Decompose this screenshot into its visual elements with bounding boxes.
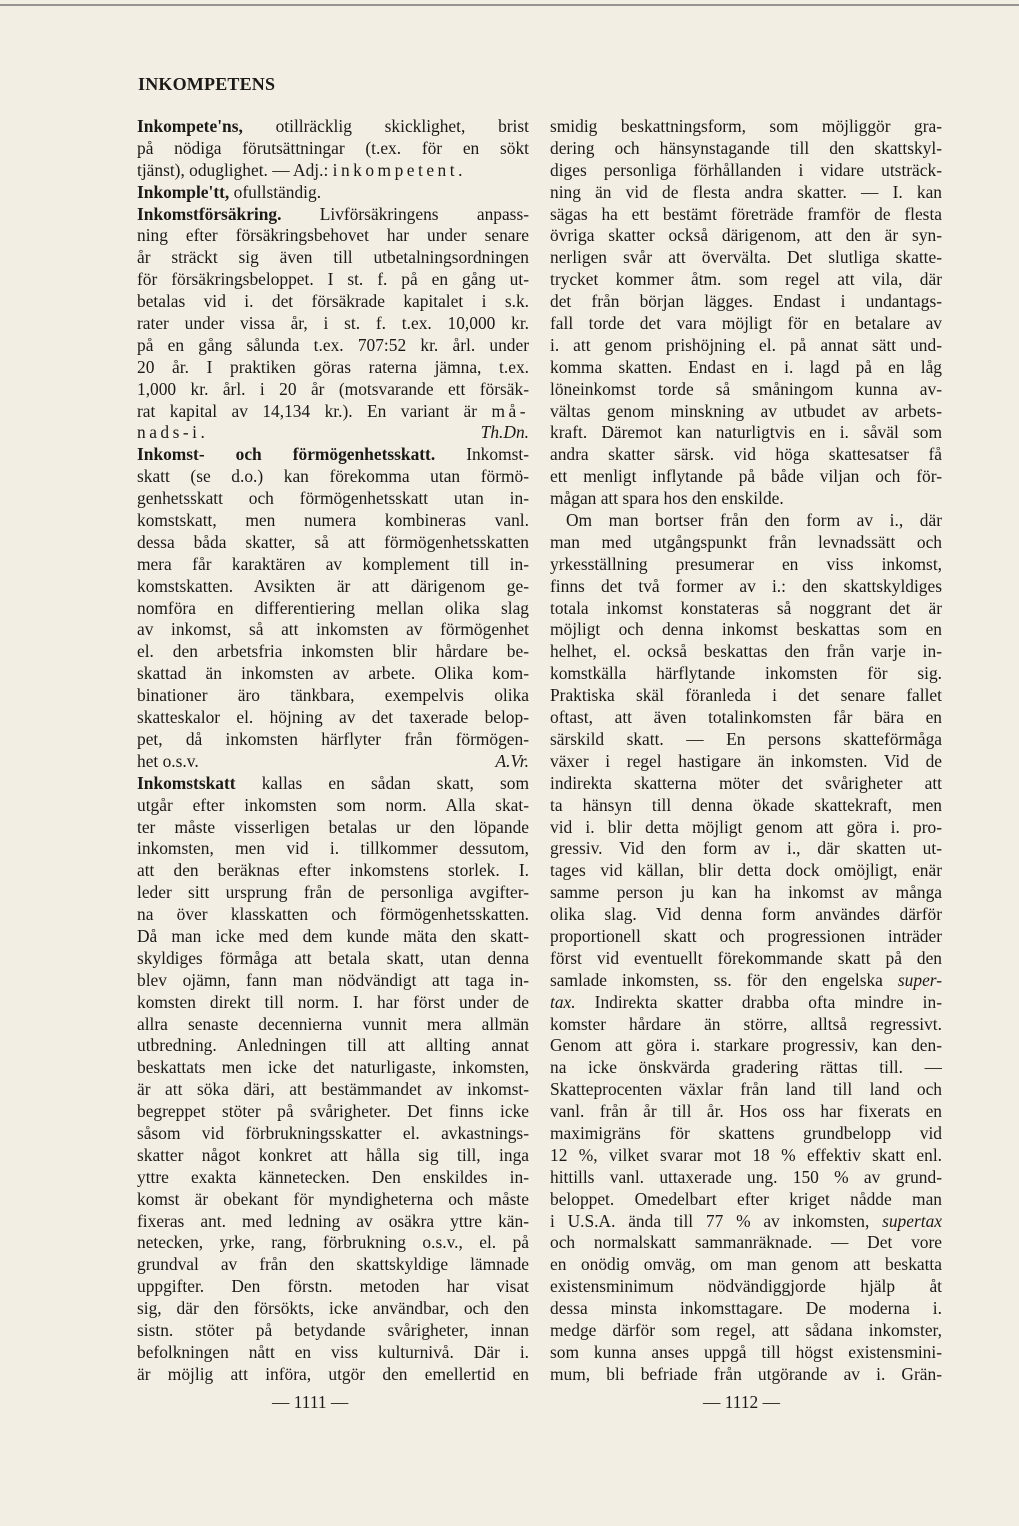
entry-headword: Inkomstförsäkring. [137, 203, 282, 224]
text-line [137, 795, 529, 817]
text-run: smidig beskattningsform, som möjliggör gra- [550, 116, 942, 136]
text-line [137, 1232, 529, 1254]
text-line [137, 269, 529, 291]
text-line [550, 225, 942, 247]
text-line [550, 1254, 942, 1276]
text-line [550, 204, 942, 226]
text-line [550, 532, 942, 554]
page-number-left: — 1111 — [272, 1392, 349, 1412]
text-line [550, 970, 942, 992]
text-line [550, 510, 942, 532]
page-number-right: — 1112 — [703, 1392, 780, 1412]
text-line [137, 751, 529, 773]
text-line [137, 422, 529, 444]
text-run: beloppet. Omedelbart efter kriget nådde man [550, 1188, 942, 1209]
text-run: blev ojämn, fann man nödvändigt att taga in- [137, 969, 529, 990]
text-run: vid i. blir detta möjligt genom att göra i. pro- [550, 816, 942, 837]
text-run: skattad än inkomsten av arbete. Olika kom- [137, 663, 529, 684]
text-line [550, 1079, 942, 1101]
text-line [137, 488, 529, 510]
text-run: medge därför som regel, att sådana inkomster, [550, 1319, 942, 1340]
text-run: för försäkringsbeloppet. I st. f. på en gång ut- [137, 269, 529, 290]
text-line [137, 401, 529, 423]
text-run: Praktiska skäl föranleda i det senare fallet [550, 685, 942, 706]
text-run: sistn. stöter på betydande svårigheter, innan [137, 1319, 529, 1340]
text-line [550, 1123, 942, 1145]
text-line [137, 1014, 529, 1036]
text-line [137, 992, 529, 1014]
text-line [550, 1320, 942, 1342]
text-line [137, 1123, 529, 1145]
text-run: grundval av från den skattskyldige lämnade [137, 1254, 529, 1275]
text-run: het o.s.v. [137, 750, 199, 771]
text-run: och normalskatt sammanräknade. — Det vore [550, 1232, 942, 1253]
text-line [550, 707, 942, 729]
text-run: trycket kommer åtm. som regel att vila, där [550, 269, 942, 290]
text-run: nads-i. [137, 422, 209, 443]
text-line [137, 817, 529, 839]
text-run: Livförsäkringens anpass- [281, 203, 529, 224]
running-header: INKOMPETENS [138, 74, 276, 94]
text-line [550, 1014, 942, 1036]
text-line [550, 313, 942, 335]
text-run: komstskatt, men numera kombineras vanl. [137, 510, 529, 531]
text-line [137, 335, 529, 357]
text-line [550, 685, 942, 707]
text-run: komma skatten. Endast en i. lagd på en låg [550, 356, 942, 377]
text-line [550, 619, 942, 641]
text-run: nomföra en differentiering mellan olika slag [137, 597, 529, 618]
text-run: komstkälla härflytande inkomsten för sig. [550, 663, 942, 684]
text-line [137, 685, 529, 707]
scan-edge-line [0, 4, 1019, 6]
text-line [137, 510, 529, 532]
text-run: vältas genom minskning av utbudet av arbets- [550, 400, 942, 421]
text-line [137, 225, 529, 247]
text-run: tjänst), oduglighet. — Adj.: [137, 159, 333, 180]
text-line [137, 182, 529, 204]
text-line [137, 379, 529, 401]
text-line [550, 1276, 942, 1298]
text-line [137, 882, 529, 904]
text-line [137, 116, 529, 138]
text-run: 20 år. I praktiken göras raterna jämna, t.ex. [137, 356, 529, 377]
text-run: i. att genom prishöjning el. på annat sätt und- [550, 334, 942, 355]
text-line [550, 1167, 942, 1189]
text-run: sägas ha ett bestämt företräde framför de flesta [550, 203, 942, 224]
text-run: ett menligt inflytande på både viljan och för- [550, 466, 942, 487]
text-run: sig, där den försökts, icke användbar, och den [137, 1298, 529, 1319]
text-line [550, 882, 942, 904]
text-line [137, 532, 529, 554]
text-line [550, 269, 942, 291]
text-run: 12 %, vilket svarar mot 18 % effektiv skatt enl. [550, 1144, 942, 1165]
text-line [550, 291, 942, 313]
text-run: maximigräns för skattens grundbelopp vid [550, 1122, 942, 1143]
text-line [137, 729, 529, 751]
text-run: skatter något konkret att hålla sig till, inga [137, 1144, 529, 1165]
text-line [550, 335, 942, 357]
text-run: Genom att göra i. starkare progressiv, kan den- [550, 1035, 942, 1056]
entry-headword: Inkompete'ns, [137, 116, 243, 136]
text-run: yrkesställning presumerar en viss inkomst, [550, 553, 942, 574]
text-run: inkompetent. [332, 159, 466, 180]
text-line [550, 817, 942, 839]
text-run: helhet, el. också beskattas den från varje in- [550, 641, 942, 662]
text-run: 1,000 kr. årl. i 20 år (motsvarande ett försäk- [137, 378, 529, 399]
text-line [137, 1101, 529, 1123]
text-line [137, 138, 529, 160]
text-line [550, 992, 942, 1014]
text-run: komstskatten. Avsikten är att därigenom ge- [137, 575, 529, 596]
text-run: det från början lägges. Endast i undantags- [550, 291, 942, 312]
text-line [550, 576, 942, 598]
text-run: tages vid källan, blir detta dock omöjligt, enär [550, 860, 942, 881]
text-line [137, 1145, 529, 1167]
text-run: ofullständig. [229, 181, 322, 202]
text-run: dering och hänsynstagande till den skattskyl- [550, 137, 942, 158]
text-line [550, 926, 942, 948]
text-run: allra senaste decennierna vunnit mera allmän [137, 1013, 529, 1034]
text-run: Om man bortser från den form av i., där [566, 510, 942, 531]
text-line [550, 444, 942, 466]
text-line [550, 1057, 942, 1079]
text-line [137, 598, 529, 620]
text-line [137, 1364, 529, 1386]
text-run: super- [897, 969, 942, 990]
text-run: otillräcklig skicklighet, brist [242, 116, 529, 136]
text-run: samme person ju kan ha inkomst av många [550, 882, 942, 903]
text-line [550, 401, 942, 423]
text-line [550, 357, 942, 379]
text-run: må- [491, 400, 529, 421]
text-run: mera får karaktären av komplement till in- [137, 553, 529, 574]
text-run: komst är obekant för myndigheterna och måste [137, 1188, 529, 1209]
text-run: uppgifter. Den förstn. metoden har visat [137, 1276, 529, 1297]
text-line [550, 773, 942, 795]
text-line [550, 182, 942, 204]
text-line [550, 1035, 942, 1057]
text-run: övriga skatter också därigenom, att den är syn- [550, 225, 942, 246]
text-run: yttre exakta kännetecken. Den enskildes in- [137, 1166, 529, 1187]
text-line [550, 1232, 942, 1254]
text-line [137, 904, 529, 926]
text-line [137, 554, 529, 576]
text-run: som kunna anses uppgå till högst existensmini- [550, 1341, 942, 1362]
text-line [137, 1276, 529, 1298]
text-line [550, 641, 942, 663]
text-run: genhetsskatt och förmögenhetsskatt utan in- [137, 488, 529, 509]
text-line [137, 1189, 529, 1211]
text-run: inkomsten, men vid i. tillkommer dessutom, [137, 838, 529, 859]
text-line [137, 641, 529, 663]
text-line [137, 1079, 529, 1101]
text-line [137, 160, 529, 182]
right-column [550, 116, 942, 1386]
text-run: Då man icke med dem kunde mäta den skatt- [137, 925, 529, 946]
text-run: begreppet stöter på svårigheter. Det finns icke [137, 1101, 529, 1122]
text-line [137, 1342, 529, 1364]
text-line [550, 598, 942, 620]
text-line [550, 1342, 942, 1364]
author-signature: Th.Dn. [480, 422, 529, 443]
text-run: samlade inkomsten, ss. för den engelska [550, 969, 898, 990]
text-line [137, 838, 529, 860]
text-run: hittills vanl. uttaxerade ung. 150 % av grund- [550, 1166, 942, 1187]
text-line [550, 1364, 942, 1386]
text-run: först vid eventuellt förekommande skatt på den [550, 947, 942, 968]
text-line [137, 619, 529, 641]
text-line [550, 795, 942, 817]
text-run: dessa minsta inkomsttagare. De moderna i. [550, 1298, 942, 1319]
text-run: av inkomst, så att inkomsten av förmögenhet [137, 619, 529, 640]
entry-headword: Inkomstskatt [137, 772, 236, 793]
text-run: binationer äro tänkbara, exempelvis olika [137, 685, 529, 706]
text-line [550, 466, 942, 488]
text-run: man med utgångspunkt från levnadssätt och [550, 531, 942, 552]
text-run: proportionell skatt och progressionen inträder [550, 925, 942, 946]
text-line [550, 488, 942, 510]
entry-headword: Inkomst- och förmögenhetsskatt. [137, 444, 436, 465]
text-line [137, 466, 529, 488]
text-line [550, 1101, 942, 1123]
text-line [137, 970, 529, 992]
text-run: på en gång sålunda t.ex. 707:52 kr. årl. under [137, 334, 529, 355]
text-run: ning än vid de flesta andra skatter. — I. kan [550, 181, 942, 202]
text-line [550, 138, 942, 160]
text-run: Inkomst- [435, 444, 529, 465]
text-line [137, 247, 529, 269]
text-run: indirekta skatterna möter det svårigheter att [550, 772, 942, 793]
text-line [137, 1320, 529, 1342]
text-run: fall torde det vara möjligt för en betalare av [550, 313, 942, 334]
author-signature: A.Vr. [495, 750, 529, 771]
text-line [550, 663, 942, 685]
text-run: netecken, yrke, rang, förbrukning o.s.v., el. på [137, 1232, 529, 1253]
text-run: mågan att spara hos den enskilde. [550, 488, 784, 509]
text-run: vanl. från år till år. Hos oss har fixerats en [550, 1101, 942, 1122]
text-run: fixeras ant. med ledning av osäkra yttre kän- [137, 1210, 529, 1231]
text-line [137, 291, 529, 313]
text-line [137, 948, 529, 970]
text-run: ter måste visserligen betalas ur den löpande [137, 816, 529, 837]
text-run: Skatteprocenten växlar från land till land och [550, 1079, 942, 1100]
text-run: supertax [882, 1210, 942, 1231]
text-line [550, 116, 942, 138]
text-run: kallas en sådan skatt, som [235, 772, 529, 793]
text-line [550, 1298, 942, 1320]
text-line [137, 444, 529, 466]
text-line [137, 926, 529, 948]
text-line [550, 379, 942, 401]
text-line [137, 1254, 529, 1276]
text-run: na över klasskatten och förmögenhetsskatten. [137, 904, 529, 925]
text-line [550, 904, 942, 926]
text-run: skyldiges förmåga att betala skatt, utan denna [137, 947, 529, 968]
text-run: en onödig omväg, om man genom att beskatta [550, 1254, 942, 1275]
text-run: leder sitt ursprung från de personliga avgifter- [137, 882, 529, 903]
text-line [137, 707, 529, 729]
text-run: är möjlig att införa, utgör den emellertid en [137, 1363, 529, 1384]
text-run: oftast, att även totalinkomsten får bära en [550, 707, 942, 728]
text-line [137, 860, 529, 882]
text-run: olika slag. Vid denna form användes därför [550, 904, 942, 925]
text-run: rat kapital av 14,134 kr.). En variant är [137, 400, 492, 421]
text-line [137, 313, 529, 335]
text-run: komsten direkt till norm. I. har först under de [137, 991, 529, 1012]
text-run: pet, då inkomsten härflyter från förmögen- [137, 728, 529, 749]
text-line [137, 204, 529, 226]
text-line [550, 1189, 942, 1211]
text-run: utbredning. Anledningen till att allting annat [137, 1035, 529, 1056]
text-run: särskild skatt. — En persons skatteförmåga [550, 728, 942, 749]
text-run: kraft. Däremot kan naturligtvis en i. såväl som [550, 422, 942, 443]
text-line [550, 160, 942, 182]
text-run: såsom vid förbrukningsskatter el. avkastnings- [137, 1122, 529, 1143]
text-run: beskattats men icke det naturligaste, inkomsten, [137, 1057, 529, 1078]
text-line [550, 422, 942, 444]
text-run: möjligt och denna inkomst beskattas som en [550, 619, 942, 640]
text-line [137, 1057, 529, 1079]
text-run: ta hänsyn till denna ökade skattekraft, men [550, 794, 942, 815]
text-run: finns det två former av i.: den skattskyldiges [550, 575, 942, 596]
text-line [550, 1211, 942, 1233]
text-run: mum, bli befriade från utgörande av i. Grän- [550, 1363, 942, 1384]
text-line [137, 773, 529, 795]
text-run: tax. [550, 991, 576, 1012]
text-line [137, 663, 529, 685]
text-line [550, 751, 942, 773]
text-run: i U.S.A. ända till 77 % av inkomsten, [550, 1210, 883, 1231]
text-run: andra skatter särsk. vid höga skattesatser få [550, 444, 942, 465]
text-line [137, 357, 529, 379]
text-line [550, 860, 942, 882]
text-line [137, 1298, 529, 1320]
text-run: att den beräknas efter inkomstens storlek. I. [137, 860, 529, 881]
text-line [550, 948, 942, 970]
text-run: utgår efter inkomsten som norm. Alla skat- [137, 794, 529, 815]
text-line [550, 554, 942, 576]
text-run: befolkningen nått en viss kulturnivå. Där i. [137, 1341, 529, 1362]
text-line [550, 1145, 942, 1167]
text-run: Indirekta skatter drabba ofta mindre in- [575, 991, 942, 1012]
text-line [550, 838, 942, 860]
text-run: betalas vid i. det försäkrade kapitalet i s.k. [137, 291, 529, 312]
text-run: diges personliga förhållanden i vidare utsträck- [550, 159, 942, 180]
left-column [137, 116, 529, 1386]
text-run: el. den arbetsfria inkomsten blir hårdare be- [137, 641, 529, 662]
text-run: totala inkomst konstateras så noggrant det är [550, 597, 942, 618]
text-line [550, 729, 942, 751]
text-run: nerligen svår att övervälta. Det slutliga skatte- [550, 247, 942, 268]
text-run: är att söka däri, att bestämmandet av inkomst- [137, 1079, 529, 1100]
text-run: skatt (se d.o.) kan förekomma utan förmö- [137, 466, 529, 487]
text-run: ning efter försäkringsbehovet har under senare [137, 225, 529, 246]
text-run: existensminimum nödvändiggjorde hjälp åt [550, 1276, 942, 1297]
text-run: skatteskalor el. höjning av det taxerade belop- [137, 707, 529, 728]
text-line [137, 1035, 529, 1057]
text-run: på nödiga förutsättningar (t.ex. för en sökt [137, 137, 529, 158]
text-run: komster hårdare än större, alltså regressivt. [550, 1013, 942, 1034]
text-run: växer i regel hastigare än inkomsten. Vid de [550, 750, 942, 771]
entry-headword: Inkomple'tt, [137, 181, 230, 202]
text-run: löneinkomst torde så småningom kunna av- [550, 378, 942, 399]
text-run: na icke önskvärda gradering rättas till. — [550, 1057, 942, 1078]
text-run: år sträckt sig även till utbetalningsordningen [137, 247, 529, 268]
text-line [550, 247, 942, 269]
text-line [137, 1211, 529, 1233]
text-run: rater under vissa år, i st. f. t.ex. 10,000 kr. [137, 313, 529, 334]
text-line [137, 1167, 529, 1189]
text-run: gressiv. Vid den form av i., där skatten ut- [550, 838, 942, 859]
text-line [137, 576, 529, 598]
text-run: dessa båda skatter, så att förmögenhetsskatten [137, 531, 529, 552]
